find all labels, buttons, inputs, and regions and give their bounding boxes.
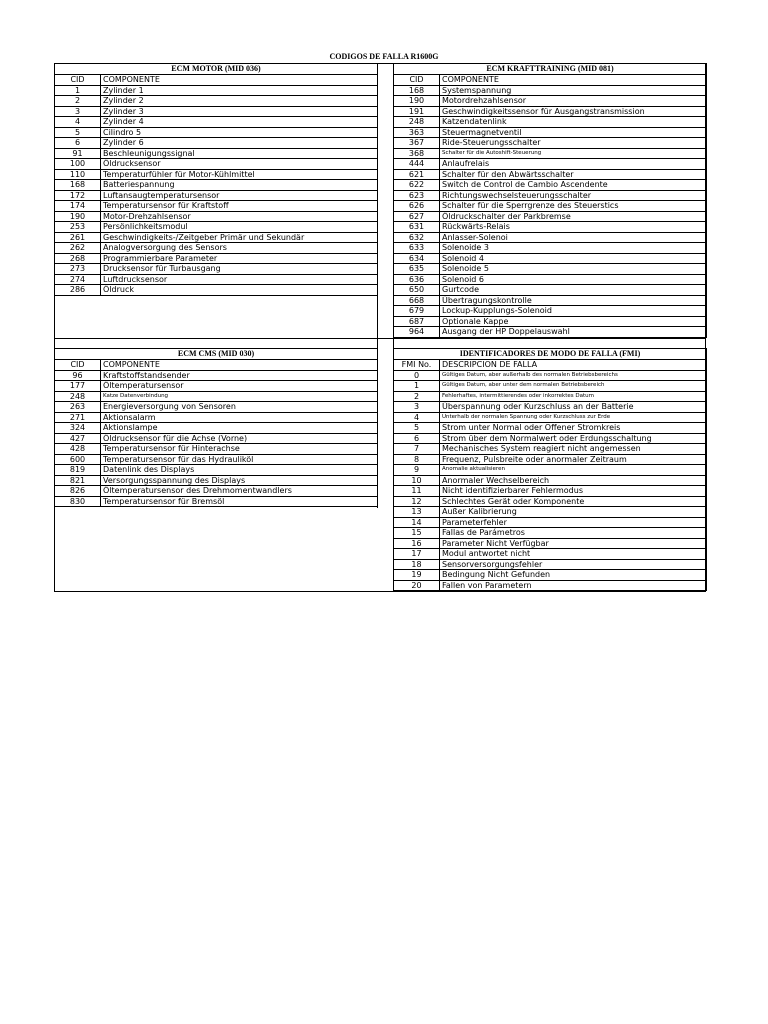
code-cell: 623 [394, 190, 440, 201]
table-row [55, 222, 378, 233]
description-cell: Modul antwortet nicht [440, 549, 707, 560]
table-row [394, 264, 707, 275]
description-cell: Batteriespannung [101, 180, 378, 191]
table-row [394, 580, 707, 591]
table-row [394, 528, 707, 539]
page-title: CODIGOS DE FALLA R1600G [329, 52, 439, 61]
description-cell: Temperatursensor für Bremsöl [101, 496, 378, 507]
table-row [394, 117, 707, 128]
code-cell: 819 [55, 465, 101, 476]
description-cell: Aktionslampe [101, 423, 378, 434]
description-cell: Gültiges Datum, aber außerhalb des normalen Betriebsbereichs [440, 370, 707, 381]
description-cell: Solenoid 4 [440, 253, 707, 264]
table-row [55, 465, 378, 476]
description-cell: Öldruckschalter der Parkbremse [440, 211, 707, 222]
table-row [394, 423, 707, 434]
column-header-name: DESCRIPCION DE FALLA [440, 360, 707, 371]
code-cell: 826 [55, 486, 101, 497]
description-cell: Anlaufrelais [440, 159, 707, 170]
description-cell: Strom über dem Normalwert oder Erdungsschaltung [440, 433, 707, 444]
table-row [394, 295, 707, 306]
description-cell: Solenoide 3 [440, 243, 707, 254]
table-row [55, 402, 378, 413]
code-cell: 635 [394, 264, 440, 275]
table-row [394, 370, 707, 381]
table-row [55, 454, 378, 465]
description-cell: Öldrucksensor [101, 159, 378, 170]
column-header-code: CID [55, 360, 101, 371]
description-cell: Programmierbare Parameter [101, 253, 378, 264]
description-cell: Steuermagnetventil [440, 127, 707, 138]
code-cell: 262 [55, 243, 101, 254]
code-cell: 190 [394, 96, 440, 107]
code-cell: 626 [394, 201, 440, 212]
code-cell: 18 [394, 559, 440, 570]
description-cell: Katze Datenverbindung [101, 391, 378, 402]
code-cell: 687 [394, 316, 440, 327]
code-cell: 110 [55, 169, 101, 180]
table-row [394, 232, 707, 243]
description-cell: Datenlink des Displays [101, 465, 378, 476]
table-row [394, 444, 707, 455]
table-row [394, 465, 707, 476]
table-row [394, 381, 707, 392]
table-row [394, 402, 707, 413]
code-cell: 4 [55, 117, 101, 128]
table-row [55, 391, 378, 402]
table-row [394, 243, 707, 254]
description-cell: Drucksensor für Turbausgang [101, 264, 378, 275]
code-cell: 268 [55, 253, 101, 264]
description-cell: Optionale Kappe [440, 316, 707, 327]
table-row [394, 327, 707, 338]
section-separator [54, 338, 706, 339]
description-cell: Ride-Steuerungsschalter [440, 138, 707, 149]
description-cell: Luftdrucksensor [101, 274, 378, 285]
table-row [55, 433, 378, 444]
table-row [55, 444, 378, 455]
table-row [55, 412, 378, 423]
code-cell: 2 [55, 96, 101, 107]
code-cell: 636 [394, 274, 440, 285]
code-cell: 91 [55, 148, 101, 159]
fmi-table [393, 348, 707, 591]
table-row [394, 127, 707, 138]
table-row [55, 106, 378, 117]
table-row [394, 517, 707, 528]
description-cell: Schalter für den Abwärtsschalter [440, 169, 707, 180]
table-row [55, 96, 378, 107]
description-cell: Zylinder 3 [101, 106, 378, 117]
description-cell: Öltemperatursensor des Drehmomentwandlers [101, 486, 378, 497]
description-cell: Geschwindigkeits-/Zeitgeber Primär und Sekundär [101, 232, 378, 243]
description-cell: Überspannung oder Kurzschluss an der Batterie [440, 402, 707, 413]
table-row [394, 454, 707, 465]
description-cell: Zylinder 4 [101, 117, 378, 128]
code-cell: 622 [394, 180, 440, 191]
description-cell: Parameter Nicht Verfügbar [440, 538, 707, 549]
table-row [55, 285, 378, 296]
table-row [55, 423, 378, 434]
code-cell: 11 [394, 486, 440, 497]
table-row [55, 243, 378, 254]
table-row [394, 85, 707, 96]
table-row [55, 381, 378, 392]
description-cell: Temperatursensor für Hinterachse [101, 444, 378, 455]
description-cell: Öldruck [101, 285, 378, 296]
table-row [55, 201, 378, 212]
code-cell: 15 [394, 528, 440, 539]
table-row [394, 106, 707, 117]
column-header-code: CID [55, 75, 101, 86]
table-row [394, 201, 707, 212]
description-cell: Anomalie aktualisieren [440, 465, 707, 476]
table-row [394, 211, 707, 222]
table-row [55, 211, 378, 222]
code-cell: 10 [394, 475, 440, 486]
code-cell: 428 [55, 444, 101, 455]
table-row [394, 316, 707, 327]
description-cell: Solenoide 5 [440, 264, 707, 275]
code-cell: 3 [55, 106, 101, 117]
description-cell: Motordrehzahlsensor [440, 96, 707, 107]
table-row [55, 85, 378, 96]
description-cell: Anormaler Wechselbereich [440, 475, 707, 486]
description-cell: Cilindro 5 [101, 127, 378, 138]
table-row [394, 180, 707, 191]
code-cell: 96 [55, 370, 101, 381]
code-cell: 248 [55, 391, 101, 402]
code-cell: 177 [55, 381, 101, 392]
code-cell: 0 [394, 370, 440, 381]
ecm-cms-header: ECM CMS (MID 030) [55, 349, 378, 360]
code-cell: 668 [394, 295, 440, 306]
description-cell: Fehlerhaftes, intermittierendes oder inkorrektes Datum [440, 391, 707, 402]
table-row [394, 549, 707, 560]
description-cell: Switch de Control de Cambio Ascendente [440, 180, 707, 191]
column-header-name: COMPONENTE [101, 360, 378, 371]
table-row [55, 274, 378, 285]
description-cell: Zylinder 2 [101, 96, 378, 107]
table-row [394, 486, 707, 497]
description-cell: Anlasser-Solenoi [440, 232, 707, 243]
description-cell: Lockup-Kupplungs-Solenoid [440, 306, 707, 317]
column-header-code: FMI No. [394, 360, 440, 371]
table-row [55, 138, 378, 149]
code-cell: 1 [55, 85, 101, 96]
code-cell: 631 [394, 222, 440, 233]
description-cell: Nicht identifizierbarer Fehlermodus [440, 486, 707, 497]
table-row [394, 306, 707, 317]
description-cell: Systemspannung [440, 85, 707, 96]
code-cell: 324 [55, 423, 101, 434]
table-row [394, 169, 707, 180]
code-cell: 363 [394, 127, 440, 138]
description-cell: Temperatursensor für das Hydrauliköl [101, 454, 378, 465]
code-cell: 650 [394, 285, 440, 296]
description-cell: Richtungswechselsteuerungsschalter [440, 190, 707, 201]
description-cell: Parameterfehler [440, 517, 707, 528]
code-cell: 12 [394, 496, 440, 507]
ecm-motor-header: ECM MOTOR (MID 036) [55, 64, 378, 75]
table-row [394, 222, 707, 233]
code-cell: 632 [394, 232, 440, 243]
table-row [394, 253, 707, 264]
description-cell: Außer Kalibrierung [440, 507, 707, 518]
table-row [55, 253, 378, 264]
description-cell: Rückwärts-Relais [440, 222, 707, 233]
description-cell: Temperatursensor für Kraftstoff [101, 201, 378, 212]
code-cell: 679 [394, 306, 440, 317]
code-cell: 621 [394, 169, 440, 180]
table-row [55, 159, 378, 170]
code-cell: 4 [394, 412, 440, 423]
ecm-kraft-header: ECM KRAFTTRAINING (MID 081) [394, 64, 707, 75]
code-cell: 1 [394, 381, 440, 392]
table-row [394, 496, 707, 507]
description-cell: Öltemperatursensor [101, 381, 378, 392]
description-cell: Sensorversorgungsfehler [440, 559, 707, 570]
table-row [55, 264, 378, 275]
description-cell: Temperaturfühler für Motor-Kühlmittel [101, 169, 378, 180]
table-row [55, 169, 378, 180]
description-cell: Luftansaugtemperatursensor [101, 190, 378, 201]
description-cell: Öldrucksensor für die Achse (Vorne) [101, 433, 378, 444]
code-cell: 821 [55, 475, 101, 486]
code-cell: 271 [55, 412, 101, 423]
table-row [394, 190, 707, 201]
description-cell: Ausgang der HP Doppelauswahl [440, 327, 707, 338]
code-cell: 17 [394, 549, 440, 560]
description-cell: Übertragungskontrolle [440, 295, 707, 306]
table-row [55, 486, 378, 497]
ecm-kraft-table [393, 63, 707, 338]
code-cell: 627 [394, 211, 440, 222]
table-row [394, 433, 707, 444]
description-cell: Persönlichkeitsmodul [101, 222, 378, 233]
ecm-motor-table [54, 63, 378, 296]
code-cell: 5 [55, 127, 101, 138]
code-cell: 830 [55, 496, 101, 507]
description-cell: Mechanisches System reagiert nicht angemessen [440, 444, 707, 455]
code-cell: 273 [55, 264, 101, 275]
description-cell: Gurtcode [440, 285, 707, 296]
table-row [394, 507, 707, 518]
description-cell: Schlechtes Gerät oder Komponente [440, 496, 707, 507]
code-cell: 368 [394, 148, 440, 159]
table-row [55, 496, 378, 507]
table-row [394, 96, 707, 107]
description-cell: Aktionsalarm [101, 412, 378, 423]
column-header-name: COMPONENTE [101, 75, 378, 86]
code-cell: 286 [55, 285, 101, 296]
code-cell: 248 [394, 117, 440, 128]
description-cell: Energieversorgung von Sensoren [101, 402, 378, 413]
table-row [55, 232, 378, 243]
table-row [55, 180, 378, 191]
table-row [394, 274, 707, 285]
description-cell: Zylinder 1 [101, 85, 378, 96]
table-row [394, 538, 707, 549]
table-row [394, 412, 707, 423]
code-cell: 168 [394, 85, 440, 96]
code-cell: 633 [394, 243, 440, 254]
table-row [55, 370, 378, 381]
description-cell: Solenoid 6 [440, 274, 707, 285]
description-cell: Versorgungsspannung des Displays [101, 475, 378, 486]
code-cell: 964 [394, 327, 440, 338]
table-row [394, 475, 707, 486]
code-cell: 261 [55, 232, 101, 243]
code-cell: 191 [394, 106, 440, 117]
code-cell: 190 [55, 211, 101, 222]
table-row [394, 285, 707, 296]
code-cell: 367 [394, 138, 440, 149]
table-row [394, 148, 707, 159]
code-cell: 3 [394, 402, 440, 413]
description-cell: Unterhalb der normalen Spannung oder Kurzschluss zur Erde [440, 412, 707, 423]
code-cell: 174 [55, 201, 101, 212]
code-cell: 5 [394, 423, 440, 434]
description-cell: Bedingung Nicht Gefunden [440, 570, 707, 581]
description-cell: Analogversorgung des Sensors [101, 243, 378, 254]
table-row [394, 570, 707, 581]
description-cell: Geschwindigkeitssensor für Ausgangstransmission [440, 106, 707, 117]
description-cell: Fallas de Parámetros [440, 528, 707, 539]
code-cell: 634 [394, 253, 440, 264]
code-cell: 16 [394, 538, 440, 549]
code-cell: 20 [394, 580, 440, 591]
code-cell: 253 [55, 222, 101, 233]
table-row [394, 391, 707, 402]
code-cell: 6 [394, 433, 440, 444]
description-cell: Katzendatenlink [440, 117, 707, 128]
description-cell: Fallen von Parametern [440, 580, 707, 591]
table-row [55, 148, 378, 159]
code-cell: 19 [394, 570, 440, 581]
description-cell: Motor-Drehzahlsensor [101, 211, 378, 222]
code-cell: 172 [55, 190, 101, 201]
table-row [394, 159, 707, 170]
description-cell: Schalter für die Sperrgrenze des Steuerstics [440, 201, 707, 212]
description-cell: Schalter für die Autoshift-Steuerung [440, 148, 707, 159]
column-header-name: COMPONENTE [440, 75, 707, 86]
description-cell: Kraftstoffstandsender [101, 370, 378, 381]
code-cell: 2 [394, 391, 440, 402]
code-cell: 8 [394, 454, 440, 465]
ecm-cms-table [54, 348, 378, 507]
code-cell: 100 [55, 159, 101, 170]
code-cell: 9 [394, 465, 440, 476]
code-cell: 14 [394, 517, 440, 528]
table-row [394, 138, 707, 149]
table-row [394, 559, 707, 570]
code-cell: 6 [55, 138, 101, 149]
description-cell: Gültiges Datum, aber unter dem normalen Betriebsbereich [440, 381, 707, 392]
fmi-header: IDENTIFICADORES DE MODO DE FALLA (FMI) [394, 349, 707, 360]
code-cell: 274 [55, 274, 101, 285]
code-cell: 168 [55, 180, 101, 191]
code-cell: 427 [55, 433, 101, 444]
description-cell: Zylinder 6 [101, 138, 378, 149]
description-cell: Frequenz, Pulsbreite oder anormaler Zeitraum [440, 454, 707, 465]
description-cell: Beschleunigungssignal [101, 148, 378, 159]
description-cell: Strom unter Normal oder Offener Stromkreis [440, 423, 707, 434]
code-cell: 13 [394, 507, 440, 518]
table-row [55, 127, 378, 138]
table-row [55, 475, 378, 486]
code-cell: 7 [394, 444, 440, 455]
table-row [55, 117, 378, 128]
column-header-code: CID [394, 75, 440, 86]
table-row [55, 190, 378, 201]
code-cell: 444 [394, 159, 440, 170]
code-cell: 600 [55, 454, 101, 465]
code-cell: 263 [55, 402, 101, 413]
